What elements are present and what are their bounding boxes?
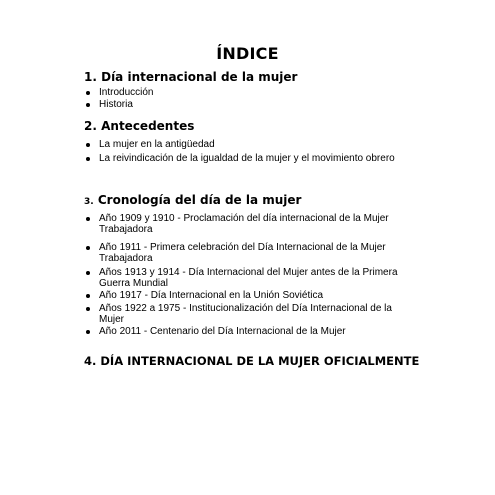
list-item: Años 1922 a 1975 - Institucionalización del Día Internacional de la Mujer	[84, 303, 419, 325]
list-item: Año 1917 - Día Internacional en la Unión Soviética	[84, 290, 419, 301]
section-title: DÍA INTERNACIONAL DE LA MUJER OFICIALMENTE	[100, 354, 420, 368]
bullet-icon	[86, 294, 90, 298]
section-list-2	[84, 139, 419, 165]
list-item: Historia	[84, 99, 419, 110]
list-item: Año 1909 y 1910 - Proclamación del día internacional de la Mujer Trabajadora	[84, 213, 419, 235]
section-number: 2.	[84, 119, 97, 133]
list-item: Año 2011 - Centenario del Día Internacional de la Mujer	[84, 326, 419, 337]
bullet-icon	[86, 307, 90, 311]
section-heading-2	[84, 119, 194, 133]
section-list-3	[84, 213, 419, 337]
section-title: Cronología del día de la mujer	[97, 193, 302, 207]
section-list-1	[84, 87, 419, 111]
page-title: ÍNDICE	[216, 44, 279, 63]
bullet-icon	[86, 157, 90, 161]
section-heading-4	[84, 354, 419, 368]
list-item: Años 1913 y 1914 - Día Internacional del Mujer antes de la Primera Guerra Mundial	[84, 267, 419, 289]
bullet-icon	[86, 271, 90, 275]
bullet-icon	[86, 330, 90, 334]
section-title: Día internacional de la mujer	[101, 70, 298, 84]
section-title: Antecedentes	[101, 119, 195, 133]
list-item: La reivindicación de la igualdad de la mujer y el movimiento obrero	[84, 153, 419, 164]
list-item: Año 1911 - Primera celebración del Día Internacional de la Mujer Trabajadora	[84, 242, 419, 264]
list-item: La mujer en la antigüedad	[84, 139, 419, 150]
list-item: Introducción	[84, 87, 419, 98]
bullet-icon	[86, 217, 90, 221]
bullet-icon	[86, 143, 90, 147]
section-heading-3	[84, 193, 301, 207]
bullet-icon	[86, 103, 90, 107]
bullet-icon	[86, 246, 90, 250]
section-number: 3.	[84, 197, 94, 207]
section-heading-1	[84, 70, 297, 84]
bullet-icon	[86, 91, 90, 95]
section-number: 1.	[84, 70, 97, 84]
section-number: 4.	[84, 354, 97, 368]
